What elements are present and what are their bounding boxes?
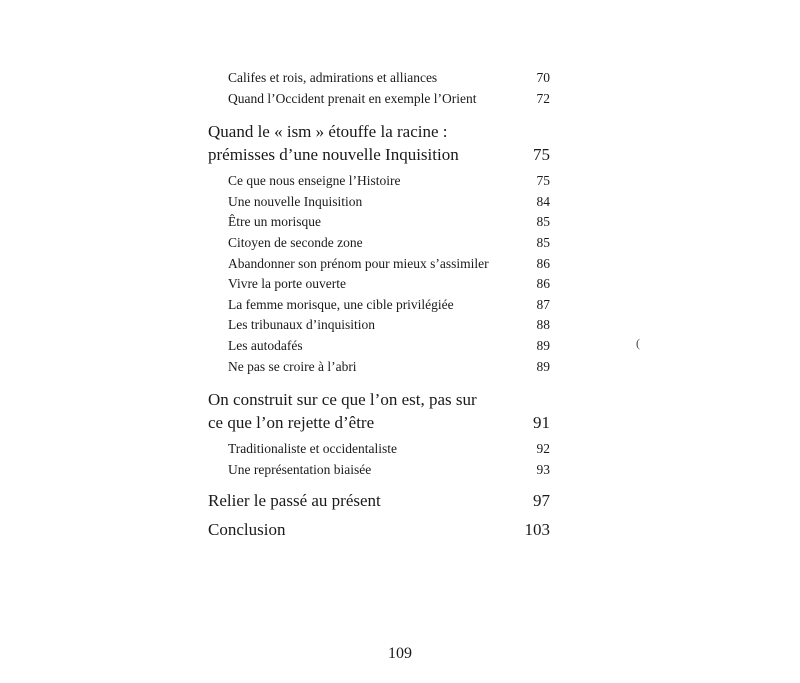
toc-subentry-group bbox=[208, 439, 550, 480]
toc-subentry bbox=[208, 315, 550, 336]
toc-section-title: Conclusion bbox=[208, 520, 286, 540]
toc-page-number: 86 bbox=[536, 255, 550, 271]
toc-entry-title: Califes et rois, admirations et alliances bbox=[228, 70, 438, 85]
toc-page-number: 91 bbox=[533, 413, 550, 433]
toc-entry-title: La femme morisque, une cible privilégiée bbox=[228, 296, 454, 312]
toc-entry-title: Ce que nous enseigne l’Histoire bbox=[228, 173, 401, 189]
toc-entry-title: Vivre la porte ouverte bbox=[228, 276, 347, 292]
toc-page-number: 103 bbox=[524, 520, 550, 540]
toc-subentry bbox=[208, 89, 550, 110]
toc-entry-title: Une représentation biaisée bbox=[228, 461, 372, 477]
toc-entry-title: Être un morisque bbox=[228, 214, 321, 230]
toc-entry-title: Ne pas se croire à l’abri bbox=[228, 358, 357, 374]
toc-entry-title: Quand l’Occident prenait en exemple l’Orient bbox=[228, 90, 477, 106]
toc-page-number: 89 bbox=[536, 337, 550, 353]
page-number: 109 bbox=[388, 645, 412, 662]
toc-subentry bbox=[208, 274, 550, 295]
toc-subentry bbox=[208, 171, 550, 192]
toc-page-number: 89 bbox=[536, 358, 550, 374]
toc-section-title-line1: On construit sur ce que l’on est, pas sur bbox=[208, 390, 477, 410]
toc-page-number: 93 bbox=[536, 461, 550, 477]
stray-mark: ( bbox=[636, 336, 640, 350]
toc-section bbox=[208, 388, 550, 434]
toc-subentry bbox=[208, 192, 550, 213]
toc-entry-title: Abandonner son prénom pour mieux s’assimiler bbox=[228, 255, 489, 271]
toc-page-number: 70 bbox=[536, 70, 550, 85]
toc-page-number: 84 bbox=[536, 193, 550, 209]
toc-entry-title: Les tribunaux d’inquisition bbox=[228, 317, 375, 333]
toc-section bbox=[208, 518, 550, 541]
toc-page-number: 97 bbox=[533, 491, 550, 511]
toc-subentry bbox=[208, 68, 550, 89]
toc-page-number: 85 bbox=[536, 234, 550, 250]
toc-subentry bbox=[208, 439, 550, 460]
toc-page-number: 86 bbox=[536, 276, 550, 292]
table-of-contents bbox=[208, 68, 550, 541]
toc-section-title-line2: ce que l’on rejette d’être bbox=[208, 413, 375, 433]
toc-subentry bbox=[208, 233, 550, 254]
toc-entry-title: Citoyen de seconde zone bbox=[228, 234, 363, 250]
toc-subentry bbox=[208, 336, 550, 357]
toc-page-number: 92 bbox=[536, 441, 550, 457]
toc-subentry bbox=[208, 295, 550, 316]
toc-page-number: 87 bbox=[536, 296, 550, 312]
toc-entry-title: Une nouvelle Inquisition bbox=[228, 193, 363, 209]
toc-subentry bbox=[208, 254, 550, 275]
toc-page-number: 75 bbox=[533, 145, 550, 165]
toc-page-number: 88 bbox=[536, 317, 550, 333]
toc-subentry bbox=[208, 460, 550, 481]
toc-subentry bbox=[208, 212, 550, 233]
toc-section bbox=[208, 489, 550, 512]
toc-section-title-line2: prémisses d’une nouvelle Inquisition bbox=[208, 145, 459, 165]
toc-section-title-line1: Quand le « ism » étouffe la racine : bbox=[208, 122, 448, 142]
toc-page-number: 85 bbox=[536, 214, 550, 230]
toc-entry-title: Traditionaliste et occidentaliste bbox=[228, 441, 397, 457]
toc-section bbox=[208, 120, 550, 166]
toc-page-number: 75 bbox=[536, 173, 550, 189]
toc-subentry-group bbox=[208, 171, 550, 377]
toc-section-title: Relier le passé au présent bbox=[208, 491, 381, 511]
toc-entry-title: Les autodafés bbox=[228, 337, 303, 353]
toc-page-number: 72 bbox=[536, 90, 550, 106]
toc-subentry bbox=[208, 357, 550, 378]
